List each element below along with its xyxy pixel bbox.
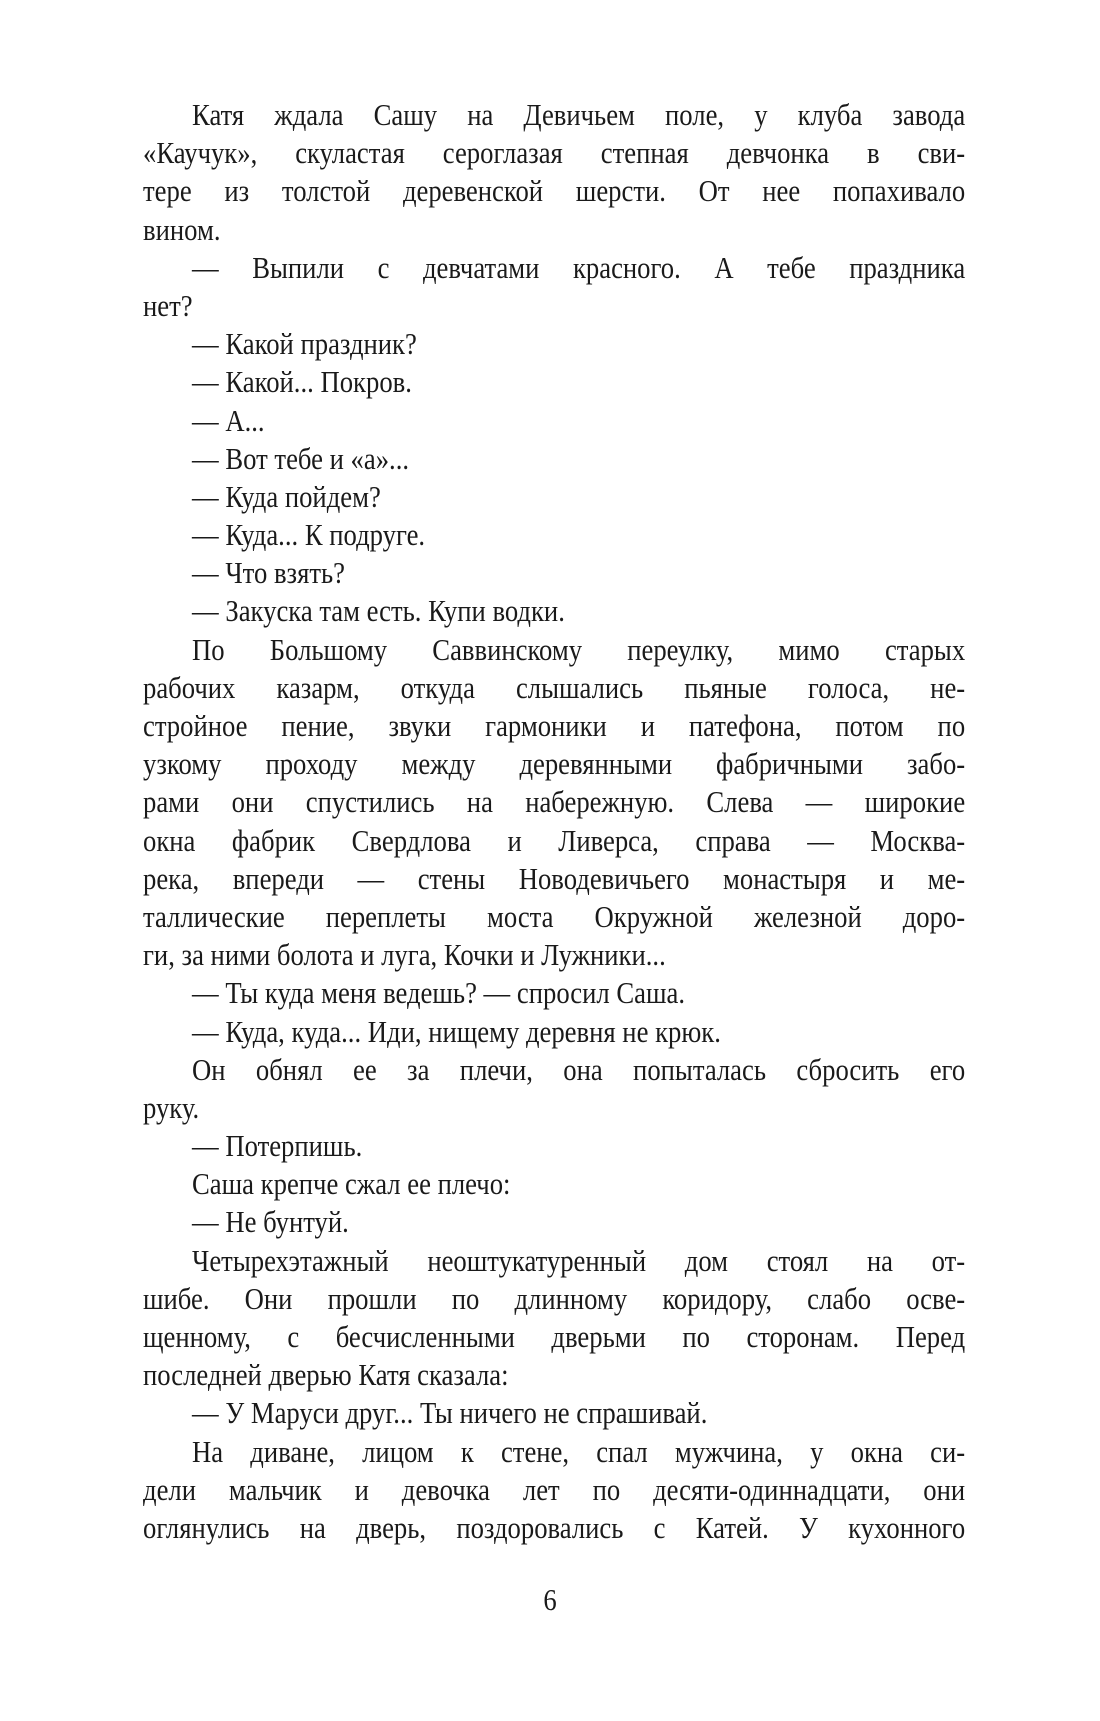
text-line: — Что взять?: [192, 555, 345, 591]
text-line: окна фабрик Свердлова и Ливерса, справа — Москва-: [143, 822, 966, 858]
text-line: — Куда, куда... Иди, нищему деревня не крюк.: [192, 1013, 721, 1049]
text-line: щенному, с бесчисленными дверьми по сторонам. Перед: [143, 1319, 966, 1354]
text-line: — Ты куда меня ведешь? — спросил Саша.: [192, 975, 686, 1011]
text-line: Катя ждала Сашу на Девичьем поле, у клуба завода: [192, 97, 966, 132]
text-line: На диване, лицом к стене, спал мужчина, у окна си-: [192, 1433, 966, 1469]
text-line: — Какой... Покров.: [192, 364, 412, 400]
text-line: «Каучук», скуластая сероглазая степная девчонка в сви-: [143, 135, 966, 171]
page-number: 6: [543, 1582, 557, 1617]
text-line: Он обнял ее за плечи, она попыталась сбросить его: [192, 1051, 966, 1087]
text-line: — Какой праздник?: [192, 326, 417, 362]
text-line: дели мальчик и девочка лет по десяти-одиннадцати, они: [143, 1471, 966, 1507]
text-line: тере из толстой деревенской шерсти. От нее попахивало: [143, 173, 966, 209]
text-line: Саша крепче сжал ее плечо:: [192, 1166, 511, 1202]
text-line: оглянулись на дверь, поздоровались с Катей. У кухонного: [143, 1509, 966, 1545]
text-line: — Куда пойдем?: [192, 478, 381, 514]
text-line: руку.: [143, 1089, 200, 1125]
text-line: — Потерпишь.: [192, 1128, 363, 1164]
text-line: — Выпили с девчатами красного. А тебе праздника: [192, 249, 966, 285]
text-line: — У Маруси друг... Ты ничего не спрашивай.: [192, 1395, 708, 1431]
text-line: рами они спустились на набережную. Слева — широкие: [143, 784, 966, 820]
text-line: таллические переплеты моста Окружной железной доро-: [143, 898, 966, 934]
text-lines: [143, 96, 965, 1547]
text-line: — Закуска там есть. Купи водки.: [192, 593, 565, 629]
text-line: нет?: [143, 287, 193, 323]
text-line: стройное пение, звуки гармоники и патефона, потом по: [143, 708, 966, 743]
text-line: последней дверью Катя сказала:: [143, 1357, 509, 1393]
text-line: река, впереди — стены Новодевичьего монастыря и ме-: [143, 860, 966, 896]
text-line: вином.: [143, 211, 221, 247]
text-line: узкому проходу между деревянными фабричными забо-: [143, 746, 966, 782]
text-line: — Не бунтуй.: [192, 1204, 349, 1240]
text-line: — Куда... К подруге.: [192, 517, 426, 553]
text-line: шибе. Они прошли по длинному коридору, слабо осве-: [143, 1280, 966, 1316]
text-line: рабочих казарм, откуда слышались пьяные голоса, не-: [143, 669, 966, 705]
text-line: По Большому Саввинскому переулку, мимо старых: [192, 631, 966, 667]
text-line: — А...: [192, 402, 265, 438]
page-text-block: [143, 96, 966, 1547]
text-line: — Вот тебе и «а»...: [192, 440, 410, 476]
text-line: ги, за ними болота и луга, Кочки и Лужники...: [143, 937, 666, 973]
text-line: Четырехэтажный неоштукатуренный дом стоял на от-: [192, 1242, 966, 1278]
